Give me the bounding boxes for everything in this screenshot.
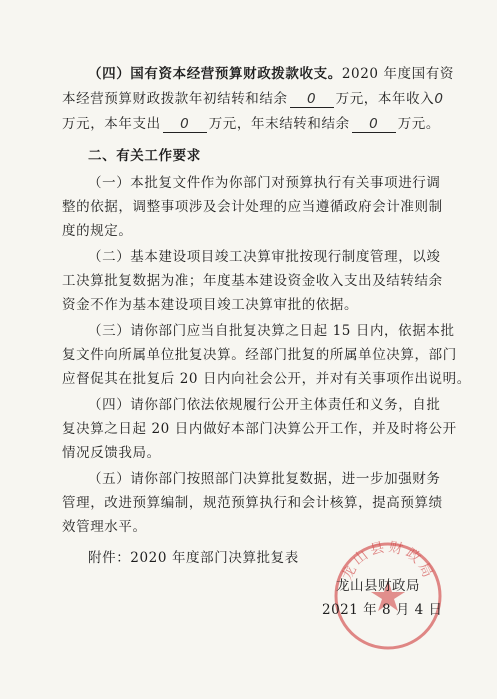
req3-line2: 复文件向所属单位批复决算。经部门批复的所属单位决算，部门 (62, 347, 457, 363)
req2-line2: 工决算批复数据为准；年度基本建设资金收入支出及结转结余 (62, 273, 443, 289)
official-seal-icon (332, 540, 444, 652)
attachment-line: 附件：2020 年度部门决算批复表 (88, 550, 299, 566)
req1-line1: （一）本批复文件作为你部门对预算执行有关事项进行调 (88, 175, 441, 191)
handwritten-income: 0 (434, 91, 444, 107)
section4-heading: （四）国有资本经营预算财政拨款收支。 (88, 66, 342, 82)
section4-line2-text: 本经营预算财政拨款年初结转和结余 (62, 91, 288, 107)
section4-line2 (62, 91, 444, 108)
section4-line1-rest: 2020 年度国有资 (341, 66, 454, 82)
section4-line3 (62, 116, 440, 133)
section4-line3-text: 万元，本年支出 (62, 116, 161, 132)
section4-line1 (88, 66, 454, 83)
req1-line3: 度的规定。 (62, 223, 133, 239)
svg-text:龙山县财政局: 龙山县财政局 (339, 540, 437, 583)
section4-line3-end: 万元。 (397, 116, 441, 132)
issue-date: 2021 年 8 月 4 日 (322, 602, 443, 618)
section4-line2-mid: 万元，本年收入 (335, 91, 435, 107)
section4-line3-mid: 万元，年末结转和结余 (208, 116, 350, 132)
req5-line2: 管理，改进预算编制，规范预算执行和会计核算，提高预算绩 (62, 495, 443, 511)
req2-line1: （二）基本建设项目竣工决算审批按现行制度管理，以竣 (88, 249, 441, 265)
section-title: 二、有关工作要求 (88, 148, 201, 164)
req5-line3: 效管理水平。 (62, 519, 147, 535)
handwritten-blank-expense: 0 (163, 117, 207, 133)
req3-line1: （三）请你部门应当自批复决算之日起 15 日内，依据本批 (88, 323, 455, 339)
req4-line3: 情况反馈我局。 (62, 445, 161, 461)
issuer-name: 龙山县财政局 (336, 578, 420, 594)
req3-line3: 应督促其在批复后 20 日内向社会公开，并对有关事项作出说明。 (62, 371, 471, 387)
req4-line1: （四）请你部门依法依规履行公开主体责任和义务，自批 (88, 397, 441, 413)
handwritten-blank-carryover: 0 (290, 92, 334, 108)
req2-line3: 资金不作为基本建设项目竣工决算审批的依据。 (62, 297, 359, 313)
req5-line1: （五）请你部门按照部门决算批复数据，进一步加强财务 (88, 471, 441, 487)
req1-line2: 整的依据，调整事项涉及会计处理的应当遵循政府会计准则制 (62, 199, 443, 215)
handwritten-blank-year-end: 0 (352, 117, 396, 133)
req4-line2: 复决算之日起 20 日内做好本部门决算公开工作，并及时将公开 (62, 421, 457, 437)
